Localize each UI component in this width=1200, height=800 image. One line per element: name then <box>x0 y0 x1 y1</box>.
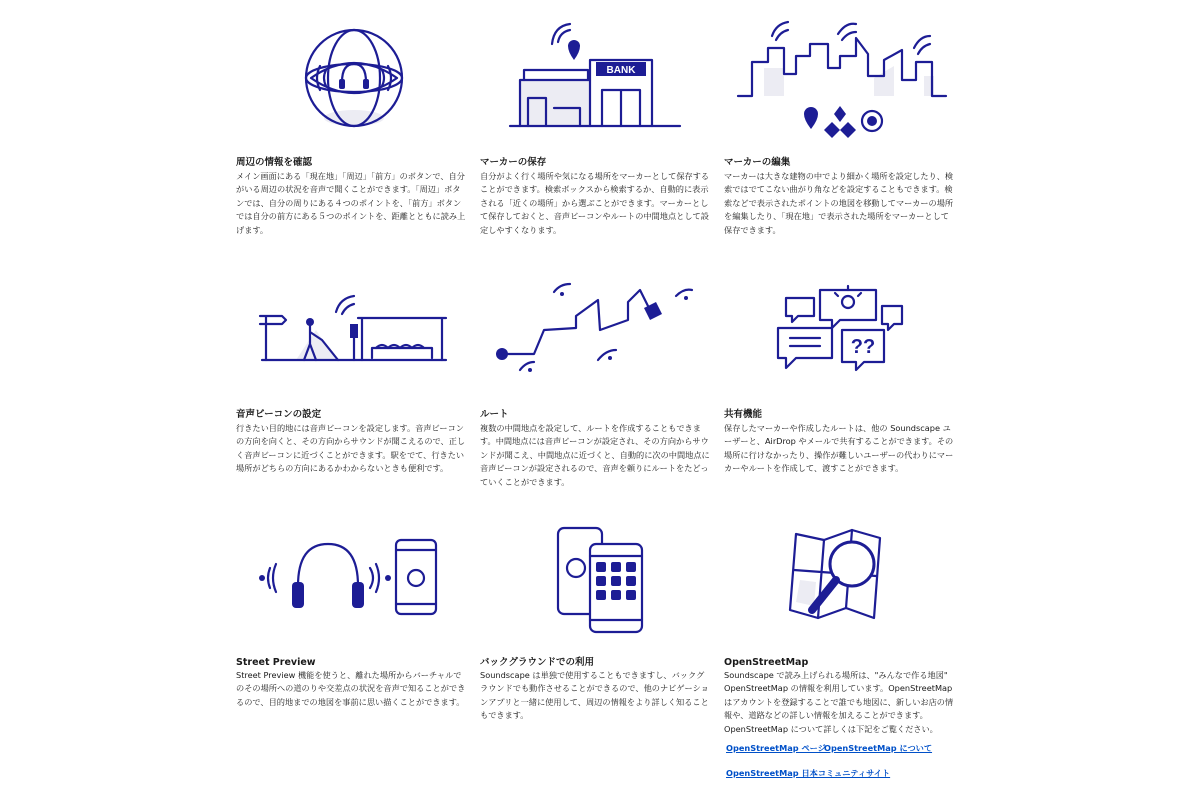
feature-title: マーカーの編集 <box>724 157 791 168</box>
feature-description: メイン画面にある「現在地」「周辺」「前方」のボタンで、自分がいる周辺の状況を音声で聞くことができます。「周辺」ボタンでは、自分の周りにある４つのポイントを、「前方」ボタンでは自分の前方にある５つのポイントを、距離とともに読み上げます。 <box>236 171 466 235</box>
feature-description: マーカーは大きな建物の中でより細かく場所を設定したり、検索ではでてこない曲がり角などを設定することもできます。検索などで表示されたポイントの地図を移動してマーカーの場所を編集したり、「現在地」で表示された場所をマーカーとして保存できます。 <box>724 171 954 235</box>
feature-title: OpenStreetMap <box>724 657 809 668</box>
street-bus-stop-illustration <box>236 270 468 400</box>
feature-title: 音声ビーコンの設定 <box>236 409 322 420</box>
link-about-openstreetmap[interactable]: OpenStreetMap について <box>824 743 933 753</box>
bank-sign-text: BANK <box>606 65 636 76</box>
openstreetmap-links <box>726 743 958 783</box>
feature-description: Street Preview 機能を使うと、離れた場所からバーチャルでのその場所への道のりや交差点の状況を音声で知ることができるので、目的地までの地図を事前に思い描くことができます。 <box>236 670 466 707</box>
feature-description: 自分がよく行く場所や気になる場所をマーカーとして保存することができます。検索ボックスから検索するか、自動的に表示される「近くの場所」から選ぶことができます。マーカーとして保存しておくと、音声ビーコンやルートの中間地点として設定しやすくなります。 <box>480 171 710 235</box>
feature-title: マーカーの保存 <box>480 157 547 168</box>
feature-title: ルート <box>480 409 509 420</box>
phones-apps-illustration <box>480 520 712 650</box>
question-marks-text: ?? <box>850 336 876 358</box>
feature-description: 保存したマーカーや作成したルートは、他の Soundscape ユーザーと、AirDrop やメールで共有することができます。その場所に行けなかったり、操作が難しいユーザーの代わりにマーカーやルートを作成して、渡すことができます。 <box>724 423 954 474</box>
feature-description: 行きたい目的地には音声ビーコンを設定します。音声ビーコンの方向を向くと、その方向からサウンドが聞こえるので、正しく音声ビーコンに近づくことができます。駅をでて、行きたい場所がどちらの方向にあるかわからないときも便利です。 <box>236 423 466 474</box>
headphones-phone-illustration <box>236 520 468 650</box>
speech-bubbles-illustration <box>724 270 956 400</box>
feature-title: バックグラウンドでの利用 <box>480 657 595 668</box>
feature-title: Street Preview <box>236 657 316 668</box>
feature-description: 複数の中間地点を設定して、ルートを作成することもできます。中間地点には音声ビーコンが設定され、その方向からサウンドが聞こえ、中間地点に近づくと、自動的に次の中間地点に音声ビーコンが設定されるので、音声を頼りにルートをたどっていくことができます。 <box>480 423 710 487</box>
city-skyline-markers-illustration <box>724 18 956 148</box>
feature-title: 周辺の情報を確認 <box>236 157 313 168</box>
feature-title: 共有機能 <box>724 409 763 420</box>
globe-headphones-illustration <box>236 18 468 148</box>
link-openstreetmap-japan-community[interactable]: OpenStreetMap 日本コミュニティサイト <box>726 768 891 778</box>
map-magnifier-illustration <box>724 520 956 650</box>
link-openstreetmap-page[interactable]: OpenStreetMap ページ <box>726 743 826 753</box>
feature-description: Soundscape は単独で使用することもできますし、バックグラウンドでも動作させることができるので、他のナビゲーションアプリと一緒に使用して、周辺の情報をより詳しく知ることもできます。 <box>480 670 709 721</box>
route-path-illustration <box>480 270 712 400</box>
feature-description: Soundscape で読み上げられる場所は、"みんなで作る地図" OpenStreetMap の情報を利用しています。OpenStreetMap はアカウントを登録することで誰でも地図に、新しいお店の情報や、道路などの詳しい情報を加えることができます。OpenStreetMap について詳しくは下記をご覧ください。 <box>724 670 954 734</box>
storefront-bank-illustration <box>480 18 712 148</box>
